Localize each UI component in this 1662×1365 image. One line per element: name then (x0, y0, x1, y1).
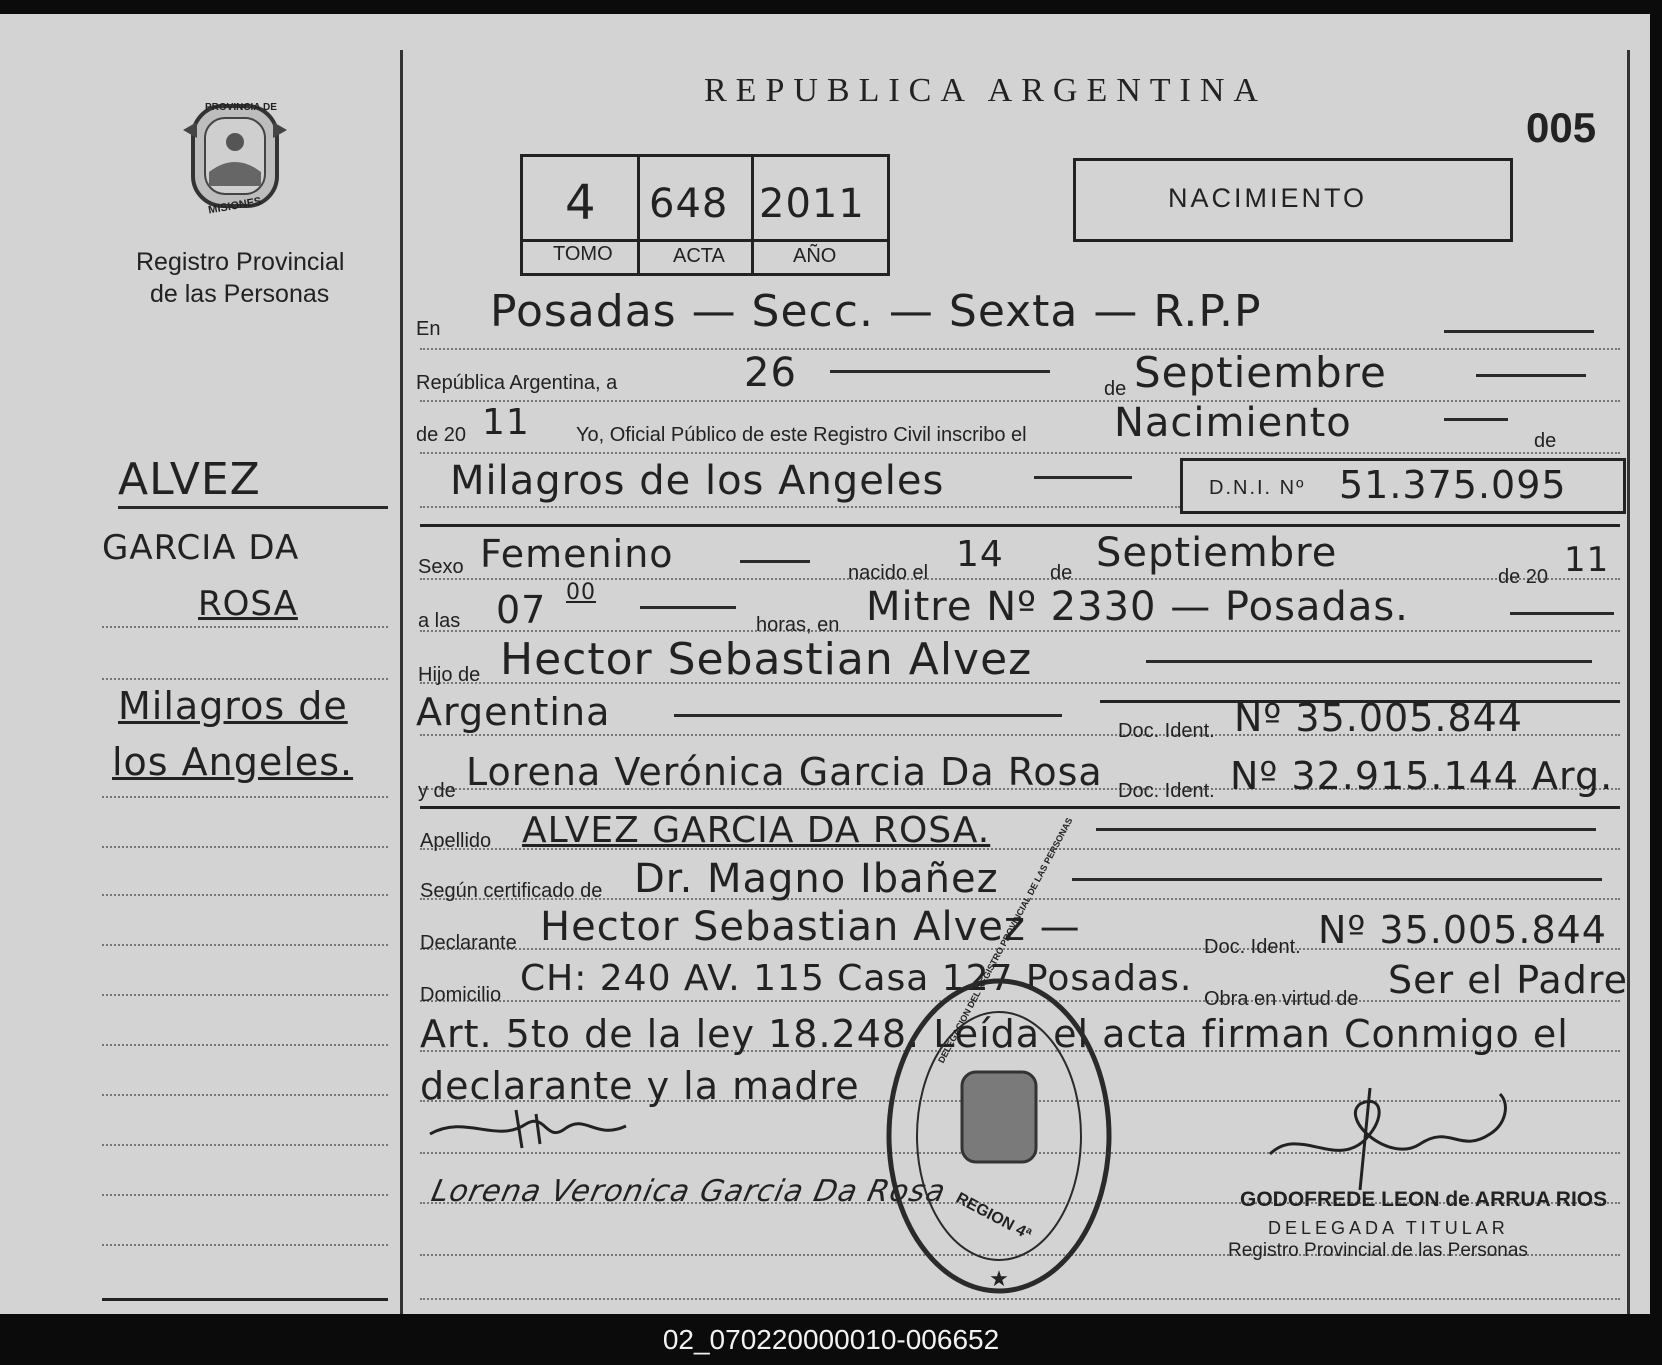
left-column-divider (400, 50, 403, 1314)
margin-names-2: los Angeles. (112, 740, 354, 784)
father-name-value: Hector Sebastian Alvez (500, 634, 1033, 685)
birth-certificate-page (0, 14, 1650, 1314)
declarant-doc-value: Nº 35.005.844 (1318, 908, 1607, 952)
domicilio-label: Domicilio (420, 984, 502, 1006)
yde-label: y de (418, 780, 456, 802)
seal-region-text: REGION 4ª (953, 1189, 1034, 1244)
official-name: GODOFREDE LEON de ARRUA RIOS (1240, 1188, 1608, 1211)
birth-year-label: de 20 (1498, 566, 1549, 588)
de-label-2: de (1534, 430, 1557, 452)
right-edge-line (1627, 50, 1630, 1314)
anio-label: AÑO (793, 245, 837, 267)
declarant-value: Hector Sebastian Alvez — (540, 904, 1081, 950)
record-box (520, 154, 890, 276)
seal-ring-text: DELEGACION DEL REGISTRO PROVINCIAL DE LAS PERSONAS (936, 816, 1075, 1065)
acta-value: 648 (649, 181, 729, 227)
emblem-bottom-text: MISIONES (207, 195, 263, 217)
place-value: Posadas — Secc. — Sexta — R.P.P (490, 286, 1262, 337)
month-value: Septiembre (1134, 348, 1387, 397)
yo-oficial-label: Yo, Oficial Público de este Registro Civil inscribo el (576, 424, 1027, 446)
domicile-value: CH: 240 AV. 115 Casa 127 Posadas. (520, 958, 1193, 999)
acta-label: ACTA (673, 245, 725, 267)
mother-doc-value: Nº 32.915.144 Arg. (1230, 754, 1614, 798)
day-value: 26 (744, 350, 797, 396)
margin-names-1: Milagros de (118, 684, 348, 728)
file-identifier: 02_070220000010-006652 (662, 1324, 1000, 1355)
address-value: Mitre Nº 2330 — Posadas. (866, 584, 1409, 630)
country-title: REPUBLICA ARGENTINA (704, 72, 1267, 109)
father-nationality-value: Argentina (416, 690, 611, 734)
birth-day-value: 14 (956, 534, 1004, 575)
segun-label: Según certificado de (420, 880, 603, 902)
year-suffix-value: 11 (482, 402, 530, 443)
alas-label: a las (418, 610, 461, 632)
sex-value: Femenino (480, 532, 674, 576)
doc-ident-label-2: Doc. Ident. (1118, 780, 1215, 802)
act-type-box (1073, 158, 1513, 242)
declarant-signature (426, 1104, 646, 1154)
official-office: Registro Provincial de las Personas (1228, 1240, 1528, 1261)
birth-year-value: 11 (1564, 540, 1610, 580)
dni-value: 51.375.095 (1339, 463, 1567, 507)
dni-label: D.N.I. Nº (1209, 477, 1306, 499)
act-type-label: NACIMIENTO (1168, 183, 1368, 213)
birth-month-value: Septiembre (1096, 530, 1338, 576)
child-names-value: Milagros de los Angeles (450, 458, 945, 504)
sexo-label: Sexo (418, 556, 464, 578)
registry-name-line1: Registro Provincial (136, 248, 345, 276)
de-label-3: de (1050, 562, 1073, 584)
father-doc-value: Nº 35.005.844 (1234, 696, 1523, 740)
note-line-2: declarante y la madre (420, 1064, 860, 1108)
anio-value: 2011 (759, 181, 865, 227)
dni-box (1180, 458, 1626, 514)
folio-number: 005 (1526, 104, 1597, 151)
emblem-top-text: PROVINCIA DE (205, 102, 277, 113)
apellido-label: Apellido (420, 830, 492, 852)
mother-name-value: Lorena Verónica Garcia Da Rosa (466, 750, 1103, 794)
declarante-label: Declarante (420, 932, 517, 954)
mother-signature: Lorena Veronica Garcia Da Rosa (428, 1174, 950, 1209)
registry-name-line2: de las Personas (150, 280, 330, 308)
doc-ident-label-3: Doc. Ident. (1204, 936, 1301, 958)
inscribed-value: Nacimiento (1114, 400, 1352, 446)
official-signature (1260, 1084, 1520, 1194)
capacity-value: Ser el Padre (1388, 958, 1628, 1002)
doc-ident-label-1: Doc. Ident. (1118, 720, 1215, 742)
registry-seal-stamp (884, 976, 1114, 1296)
hijo-label: Hijo de (418, 664, 481, 686)
year-prefix-label: de 20 (416, 424, 467, 446)
surname-value: ALVEZ GARCIA DA ROSA. (522, 810, 991, 851)
doctor-value: Dr. Magno Ibañez (634, 856, 999, 902)
hour-value: 07 (496, 588, 547, 632)
note-line-1: Art. 5to de la ley 18.248. Leída el acta firman Conmigo el (420, 1012, 1569, 1056)
tomo-value: 4 (565, 175, 597, 231)
svg-text:★: ★ (989, 1266, 1009, 1291)
en-label: En (416, 318, 441, 340)
de-label-1: de (1104, 378, 1127, 400)
margin-surname-2: GARCIA DA (102, 528, 300, 568)
horas-label: horas, en (756, 614, 840, 636)
official-title: DELEGADA TITULAR (1268, 1218, 1509, 1238)
margin-surname-3: ROSA (198, 584, 298, 624)
obra-label: Obra en virtud de (1204, 988, 1359, 1010)
margin-surname-1: ALVEZ (118, 454, 261, 505)
republica-label: República Argentina, a (416, 372, 618, 394)
minutes-value: 00 (566, 580, 596, 605)
nacido-label: nacido el (848, 562, 929, 584)
tomo-label: TOMO (553, 243, 613, 265)
